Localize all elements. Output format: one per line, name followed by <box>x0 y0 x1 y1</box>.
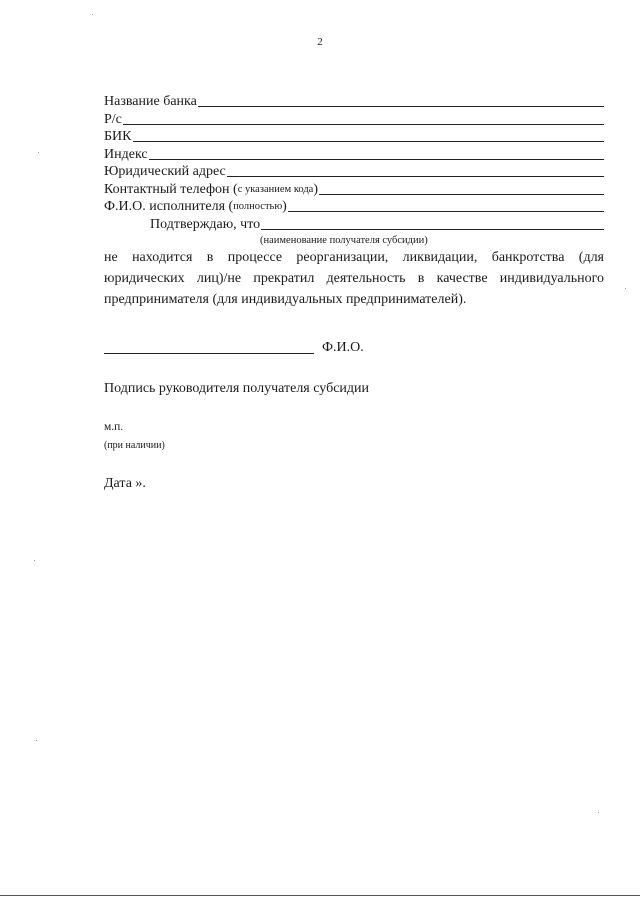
field-label: Юридический адрес <box>104 164 226 179</box>
stamp-mark: м.п. <box>104 421 124 433</box>
field-note: полностью <box>233 201 283 212</box>
field-label: Контактный телефон ( <box>104 182 238 197</box>
statement-paragraph: не находится в процессе реорганизации, ликвидации, банкротства (для юридических лиц)/не прекратил деятельность в качестве индивидуального предпринимателя (для индивидуальных предпринимателей). <box>104 250 604 307</box>
signature-fio: Ф.И.О. <box>322 340 364 355</box>
fill-line[interactable] <box>133 128 605 142</box>
scan-speck <box>598 812 599 813</box>
field-label: БИК <box>104 129 132 144</box>
field-label: Ф.И.О. исполнителя ( <box>104 199 234 214</box>
field-close: ) <box>282 199 287 214</box>
field-legal-address <box>104 162 604 179</box>
signature-caption: Подпись руководителя получателя субсидии <box>104 381 370 396</box>
scan-speck <box>36 740 37 741</box>
field-bank-name <box>104 92 604 109</box>
fill-line[interactable] <box>227 163 604 177</box>
scan-speck <box>625 288 626 289</box>
field-note: с указанием кода <box>237 184 314 195</box>
fill-line[interactable] <box>149 146 604 160</box>
fill-line[interactable] <box>319 181 604 195</box>
recipient-caption: (наименование получателя субсидии) <box>260 235 428 246</box>
field-phone <box>104 180 604 197</box>
field-bik <box>104 127 604 144</box>
date-label: Дата ». <box>104 476 146 491</box>
confirm-label: Подтверждаю, что <box>150 217 261 232</box>
field-executor-name <box>104 197 604 214</box>
stamp-note: (при наличии) <box>104 440 165 451</box>
scan-speck <box>92 14 93 15</box>
signature-line[interactable] <box>104 353 314 354</box>
fill-line[interactable] <box>123 111 604 125</box>
field-label: Название банка <box>104 94 197 109</box>
fill-line[interactable] <box>288 198 604 212</box>
field-confirm <box>150 215 604 232</box>
scan-speck <box>38 152 39 153</box>
page-number: 2 <box>317 36 323 48</box>
field-close: ) <box>313 182 319 197</box>
field-label: Р/с <box>104 112 122 127</box>
scan-edge <box>0 895 640 896</box>
field-label: Индекс <box>104 147 148 162</box>
scan-speck <box>34 560 35 561</box>
fill-line[interactable] <box>261 216 604 230</box>
field-account <box>104 110 604 127</box>
field-index <box>104 145 604 162</box>
fill-line[interactable] <box>198 93 604 107</box>
